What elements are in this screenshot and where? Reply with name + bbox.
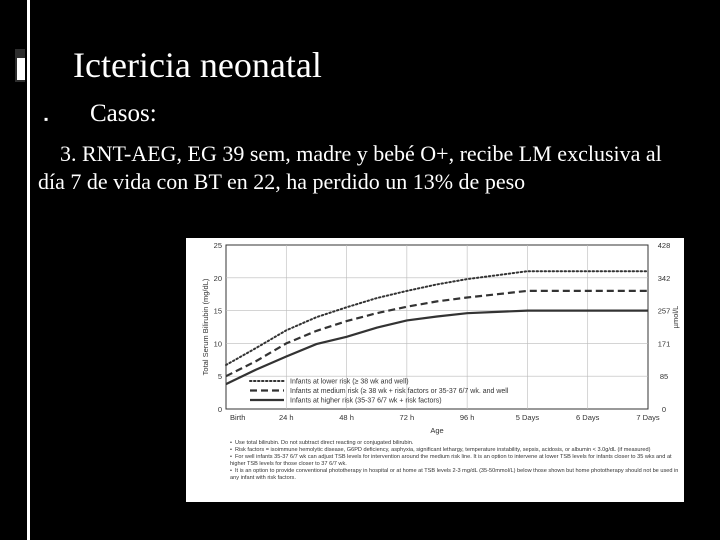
legend-label: Infants at higher risk (35-37 6/7 wk + risk factors) — [290, 397, 442, 405]
y-tick-label: 20 — [213, 273, 222, 283]
x-tick-label: Birth — [230, 413, 246, 422]
chart-note: • It is an option to provide conventional phototherapy in hospital or at home at TSB levels 2-3 mg/dL (35-50mmol/L) below those shown but home phototherapy should not be used in any infant with risk factors. — [230, 468, 682, 482]
legend-label: Infants at lower risk (≥ 38 wk and well) — [290, 378, 409, 386]
chart-notes — [230, 440, 682, 483]
series-line-solid — [226, 311, 648, 385]
y2-tick-label: 85 — [659, 372, 669, 382]
y-tick-label: 15 — [213, 306, 222, 316]
y-tick-label: 0 — [217, 405, 222, 414]
bilirubin-chart-panel — [186, 238, 684, 502]
y2-tick-label: 428 — [657, 241, 671, 250]
y-tick-label: 5 — [217, 372, 222, 382]
left-accent-bar — [27, 0, 30, 540]
series-line-dashed — [226, 291, 648, 376]
slide-title: Ictericia neonatal — [73, 45, 322, 85]
y2-tick-label: 171 — [657, 339, 671, 349]
case-description: 3. RNT-AEG, EG 39 sem, madre y bebé O+, recibe LM exclusiva al día 7 de vida con BT en 22, ha perdido un 13% de peso — [38, 141, 662, 194]
y2-tick-label: 257 — [657, 306, 671, 316]
y-axis-title: Total Serum Bilirubin (mg/dL) — [201, 278, 210, 376]
x-tick-label: 7 Days — [636, 413, 660, 422]
bullet-text: Casos: — [90, 100, 157, 127]
chart-note: • Use total bilirubin. Do not subtract direct reacting or conjugated bilirubin. — [230, 440, 682, 447]
x-tick-label: 72 h — [399, 413, 415, 422]
y2-tick-label: 342 — [657, 273, 671, 283]
x-tick-label: 48 h — [339, 413, 354, 422]
legend-label: Infants at medium risk (≥ 38 wk + risk factors or 35-37 6/7 wk. and well — [290, 388, 509, 395]
square-bullet-icon: ▪ — [44, 112, 49, 126]
chart-note: • For well infants 35-37 6/7 wk can adjust TSB levels for intervention around the medium risk line. It is an option to intervene at lower TSB levels for infants closer to 35 wks and at higher TSB levels for those closer to 37 6/7 wk. — [230, 454, 682, 468]
y-tick-label: 25 — [213, 241, 222, 250]
series-line-dotted — [226, 271, 648, 365]
y2-tick-label: 0 — [661, 405, 667, 414]
x-tick-label: 24 h — [278, 413, 294, 422]
x-axis-title: Age — [430, 426, 444, 435]
x-tick-label: 96 h — [459, 413, 475, 422]
y2-axis-title: µmol/L — [671, 305, 680, 329]
title-accent-block-inner — [17, 58, 25, 80]
x-tick-label: 5 Days — [515, 413, 540, 422]
chart-note: • Risk factors = isoimmune hemolytic disease, G6PD deficiency, asphyxia, significant lethargy, temperature instability, sepsis, acidosis, or albumin < 3.0g/dL (if measured) — [230, 447, 682, 454]
y-tick-label: 10 — [213, 339, 222, 349]
x-tick-label: 6 Days — [576, 413, 600, 422]
